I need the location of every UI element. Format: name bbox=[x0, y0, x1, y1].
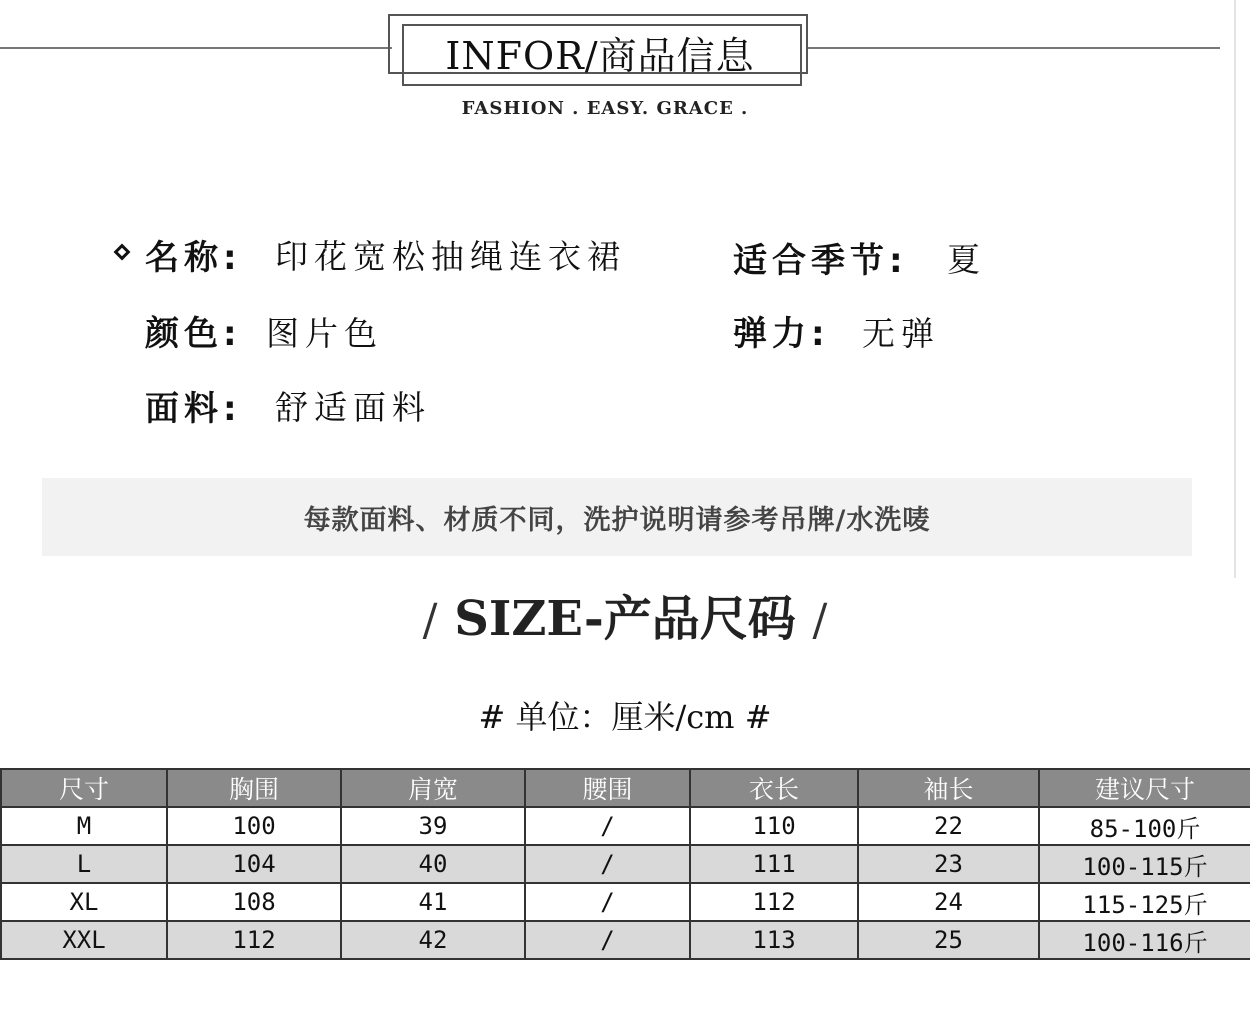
table-cell: 110 bbox=[690, 807, 858, 845]
column-header: 胸围 bbox=[167, 769, 341, 807]
title-slash-left: / bbox=[422, 595, 438, 646]
table-cell: / bbox=[525, 845, 690, 883]
table-cell: 24 bbox=[858, 883, 1039, 921]
season-value: 夏 bbox=[947, 240, 986, 279]
table-cell: 40 bbox=[341, 845, 525, 883]
fabric-value: 舒适面料 bbox=[275, 388, 431, 427]
season-label: 适合季节: bbox=[733, 241, 908, 281]
table-cell: XL bbox=[1, 883, 167, 921]
title-slash-right: / bbox=[812, 595, 828, 646]
elasticity-value: 无弹 bbox=[862, 314, 940, 353]
size-table bbox=[0, 768, 1250, 960]
column-header: 衣长 bbox=[690, 769, 858, 807]
table-cell: 104 bbox=[167, 845, 341, 883]
fabric-label: 面料: bbox=[145, 389, 242, 429]
care-notice-text: 每款面料、材质不同，洗护说明请参考吊牌/水洗唛 bbox=[303, 504, 931, 536]
column-header: 腰围 bbox=[525, 769, 690, 807]
table-cell: 41 bbox=[341, 883, 525, 921]
table-cell: 39 bbox=[341, 807, 525, 845]
color-label: 颜色: bbox=[145, 314, 242, 354]
table-cell: / bbox=[525, 921, 690, 959]
color-value: 图片色 bbox=[266, 314, 383, 353]
table-cell: 100-115斤 bbox=[1039, 845, 1250, 883]
table-cell: L bbox=[1, 845, 167, 883]
page-title: INFOR/商品信息 bbox=[445, 33, 755, 78]
header-subtitle: FASHION . EASY. GRACE . bbox=[461, 98, 749, 119]
size-section-title bbox=[380, 580, 870, 649]
table-cell: / bbox=[525, 807, 690, 845]
table-cell: 100 bbox=[167, 807, 341, 845]
column-header: 袖长 bbox=[858, 769, 1039, 807]
table-cell: 111 bbox=[690, 845, 858, 883]
table-cell: 113 bbox=[690, 921, 858, 959]
unit-label: # 单位：厘米/cm # bbox=[478, 698, 772, 736]
column-header: 肩宽 bbox=[341, 769, 525, 807]
size-title-text: SIZE-产品尺码 bbox=[454, 591, 796, 647]
table-row bbox=[1, 921, 1250, 959]
table-row bbox=[1, 845, 1250, 883]
table-cell: 85-100斤 bbox=[1039, 807, 1250, 845]
header-rule-left bbox=[0, 47, 392, 49]
table-cell: 108 bbox=[167, 883, 341, 921]
right-edge-rule bbox=[1234, 0, 1236, 578]
header-rule-right bbox=[806, 47, 1220, 49]
name-value: 印花宽松抽绳连衣裙 bbox=[275, 237, 626, 276]
bullet-diamond-icon bbox=[114, 244, 131, 261]
table-cell: 22 bbox=[858, 807, 1039, 845]
table-cell: 23 bbox=[858, 845, 1039, 883]
name-label: 名称: bbox=[145, 238, 242, 278]
table-row bbox=[1, 807, 1250, 845]
table-cell: M bbox=[1, 807, 167, 845]
elasticity-label: 弹力: bbox=[733, 314, 830, 354]
table-cell: 100-116斤 bbox=[1039, 921, 1250, 959]
table-header-row bbox=[1, 769, 1250, 807]
table-cell: / bbox=[525, 883, 690, 921]
table-cell: XXL bbox=[1, 921, 167, 959]
table-row bbox=[1, 883, 1250, 921]
table-cell: 25 bbox=[858, 921, 1039, 959]
table-cell: 112 bbox=[690, 883, 858, 921]
column-header: 建议尺寸 bbox=[1039, 769, 1250, 807]
care-notice-banner bbox=[42, 478, 1192, 556]
column-header: 尺寸 bbox=[1, 769, 167, 807]
table-cell: 112 bbox=[167, 921, 341, 959]
table-cell: 115-125斤 bbox=[1039, 883, 1250, 921]
table-cell: 42 bbox=[341, 921, 525, 959]
